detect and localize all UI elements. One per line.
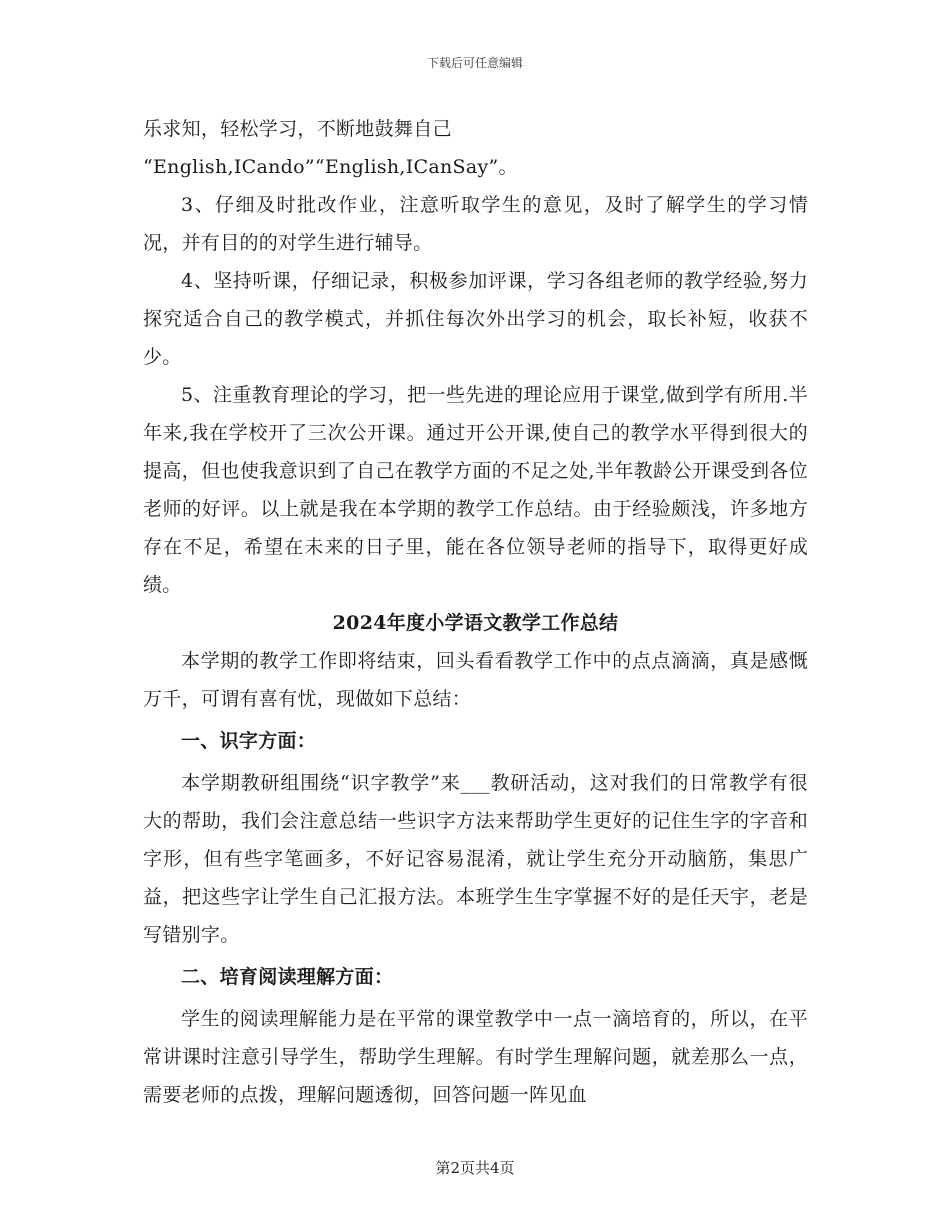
section-heading-reading: 二、培育阅读理解方面：	[181, 966, 394, 988]
paragraph-item-3: 3、仔细及时批改作业，注意听取学生的意见，及时了解学生的学习情况，并有目的的对学生进行辅导。	[143, 194, 808, 254]
paragraph-item-4: 4、坚持听课，仔细记录，积极参加评课，学习各组老师的教学经验,努力探究适合自己的教学模式，并抓住每次外出学习的机会，取长补短，收获不少。	[143, 270, 808, 368]
document-body	[143, 110, 808, 1114]
page-number-footer: 第2页共4页	[435, 1159, 515, 1177]
paragraph-continuation-line1: 乐求知，轻松学习，不断地鼓舞自己	[143, 118, 452, 140]
page-header-note: 下载后可任意编辑	[426, 56, 523, 70]
section-heading-literacy: 一、识字方面：	[181, 730, 317, 752]
paragraph-continuation-line2: “English,ICando”“English,ICanSay”。	[143, 156, 518, 178]
section-text-literacy: 本学期教研组围绕“识字教学”来___教研活动，这对我们的日常教学有很大的帮助，我们会注意总结一些识字方法来帮助学生更好的记住生字的字音和字形，但有些字笔画多，不好记容易混淆，就让学生充分开动脑筋，集思广益，把这些字让学生自己汇报方法。本班学生生字掌握不好的是任天宇，老是写错别字。	[143, 772, 808, 946]
paragraph-item-5: 5、注重教育理论的学习，把一些先进的理论应用于课堂,做到学有所用.半年来,我在学校开了三次公开课。通过开公开课,使自己的教学水平得到很大的提高，但也使我意识到了自己在教学方面的不足之处,半年教龄公开课受到各位老师的好评。以上就是我在本学期的教学工作总结。由于经验颇浅，许多地方存在不足，希望在未来的日子里，能在各位领导老师的指导下，取得更好成绩。	[143, 384, 808, 596]
section-text-reading: 学生的阅读理解能力是在平常的课堂教学中一点一滴培育的，所以，在平常讲课时注意引导学生，帮助学生理解。有时学生理解问题，就差那么一点，需要老师的点拨，理解问题透彻，回答问题一阵见血	[143, 1008, 808, 1106]
document-title: 2024年度小学语文教学工作总结	[332, 612, 619, 634]
intro-paragraph: 本学期的教学工作即将结束，回头看看教学工作中的点点滴滴，真是感慨万千，可谓有喜有忧，现做如下总结：	[143, 650, 808, 710]
